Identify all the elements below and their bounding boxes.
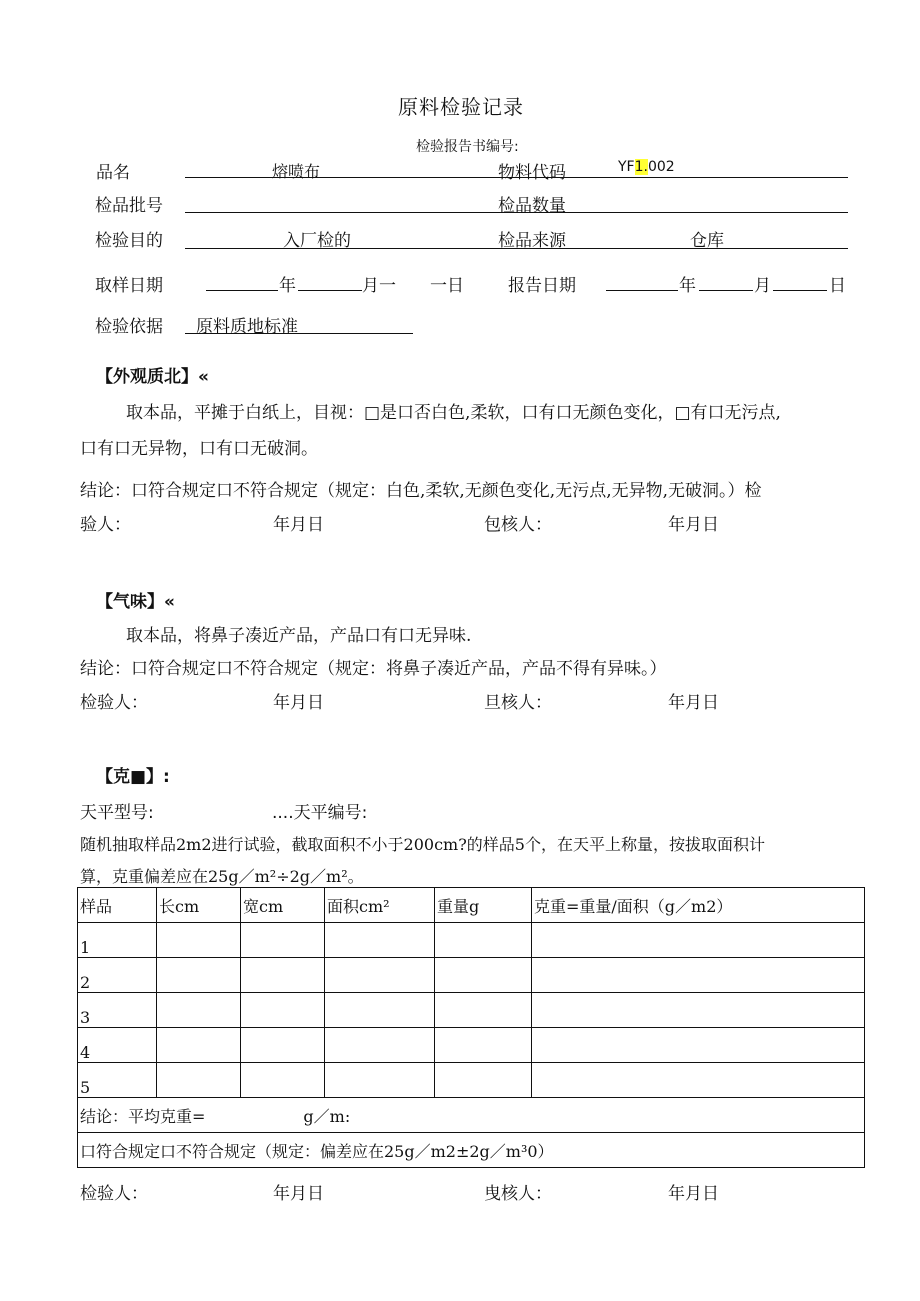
table-row [78, 1028, 865, 1063]
header-area: 面积cm² [325, 888, 435, 923]
table-row [78, 958, 865, 993]
weight-text-2: 算，克重偏差应在25g／m²÷2g／m²。 [80, 867, 364, 886]
appearance-heading: 【外观质北】« [96, 367, 209, 387]
report-number-label: 检验报告书编号: [416, 139, 519, 155]
appearance-text-2: 口有口无异物，口有口无破洞。 [80, 439, 318, 459]
table-row [78, 923, 865, 958]
average-weight-unit: g／m: [303, 1106, 351, 1126]
material-code-value: YF1.002 [618, 159, 675, 175]
table-row [78, 1063, 865, 1098]
batch-label: 检品批号 [95, 196, 163, 216]
weight-inspector-date: 年月日 [273, 1184, 324, 1204]
header-gram-weight: 克重=重量/面积（g／m2） [532, 888, 865, 923]
row2-underline [185, 212, 848, 213]
quantity-label: 检品数量 [498, 196, 566, 216]
report-month-blank [699, 290, 753, 291]
product-name-label: 品名 [96, 163, 130, 183]
sampling-day: 一日 [430, 276, 464, 296]
balance-number-label: ....天平编号: [272, 803, 368, 823]
source-label: 检品来源 [498, 231, 566, 251]
appearance-reviewer-label: 包核人： [484, 515, 552, 535]
report-month: 月 [754, 276, 771, 296]
weight-heading: 【克■】: [96, 767, 170, 787]
page-title: 原料检验记录 [398, 95, 524, 119]
report-year: 年 [679, 276, 696, 296]
basis-label: 检验依据 [95, 317, 163, 337]
sampling-month: 月一 [362, 276, 396, 296]
average-weight-label: 结论：平均克重= [80, 1106, 206, 1126]
appearance-text-1: 取本品，平摊于白纸上，目视：□是口否白色,柔软，口有口无颜色变化，□有口无污点, [126, 403, 781, 423]
table-header-row [78, 888, 865, 923]
header-weight: 重量g [435, 888, 532, 923]
odor-inspector-label: 检验人： [80, 693, 148, 713]
row-number: 2 [78, 958, 157, 993]
sampling-date-label: 取样日期 [95, 276, 163, 296]
product-name-value: 熔喷布 [272, 162, 321, 181]
header-sample: 样品 [78, 888, 157, 923]
appearance-reviewer-date: 年月日 [668, 515, 719, 535]
report-year-blank [606, 290, 678, 291]
material-code-label: 物料代码 [498, 163, 566, 183]
row1-underline [185, 177, 848, 178]
purpose-label: 检验目的 [95, 231, 163, 251]
odor-reviewer-date: 年月日 [668, 693, 719, 713]
weight-reviewer-label: 曳核人： [484, 1184, 552, 1204]
row-number: 3 [78, 993, 157, 1028]
odor-reviewer-label: 旦核人： [484, 693, 552, 713]
conclusion-row-2 [78, 1133, 865, 1168]
table-row [78, 993, 865, 1028]
odor-text: 取本品，将鼻子凑近产品，产品口有口无异味. [126, 626, 472, 646]
row-number: 5 [78, 1063, 157, 1098]
sampling-year-blank [206, 290, 278, 291]
report-date-label: 报告日期 [508, 276, 576, 296]
header-width: 宽cm [241, 888, 325, 923]
sampling-year: 年 [279, 276, 296, 296]
odor-inspector-date: 年月日 [273, 693, 324, 713]
header-length: 长cm [157, 888, 241, 923]
conclusion-row [78, 1098, 865, 1133]
source-value: 仓库 [690, 231, 724, 251]
weight-text-1: 随机抽取样品2m2进行试验，截取面积不小于200cm?的样品5个，在天平上称量，按拔取面积计 [80, 835, 765, 854]
appearance-inspector-label: 验人： [80, 515, 131, 535]
odor-heading: 【气味】« [96, 592, 175, 612]
report-day-blank [773, 290, 827, 291]
balance-model-label: 天平型号: [80, 803, 154, 823]
appearance-conclusion: 结论：口符合规定口不符合规定（规定：白色,柔软,无颜色变化,无污点,无异物,无破洞。）检 [80, 481, 762, 501]
row3-underline [185, 248, 848, 249]
odor-conclusion: 结论：口符合规定口不符合规定（规定：将鼻子凑近产品，产品不得有异味。） [80, 659, 667, 679]
weight-inspector-label: 检验人： [80, 1184, 148, 1204]
weight-conclusion: 口符合规定口不符合规定（规定：偏差应在25g／m2±2g／m³0） [78, 1133, 865, 1168]
row-number: 1 [78, 923, 157, 958]
weight-reviewer-date: 年月日 [668, 1184, 719, 1204]
basis-underline [185, 333, 413, 334]
appearance-inspector-date: 年月日 [273, 515, 324, 535]
row-number: 4 [78, 1028, 157, 1063]
basis-value: 原料质地标准 [196, 317, 298, 337]
sampling-month-blank [298, 290, 362, 291]
report-day: 日 [829, 276, 846, 296]
purpose-value: 入厂检的 [283, 231, 351, 251]
weight-table [77, 887, 865, 1168]
